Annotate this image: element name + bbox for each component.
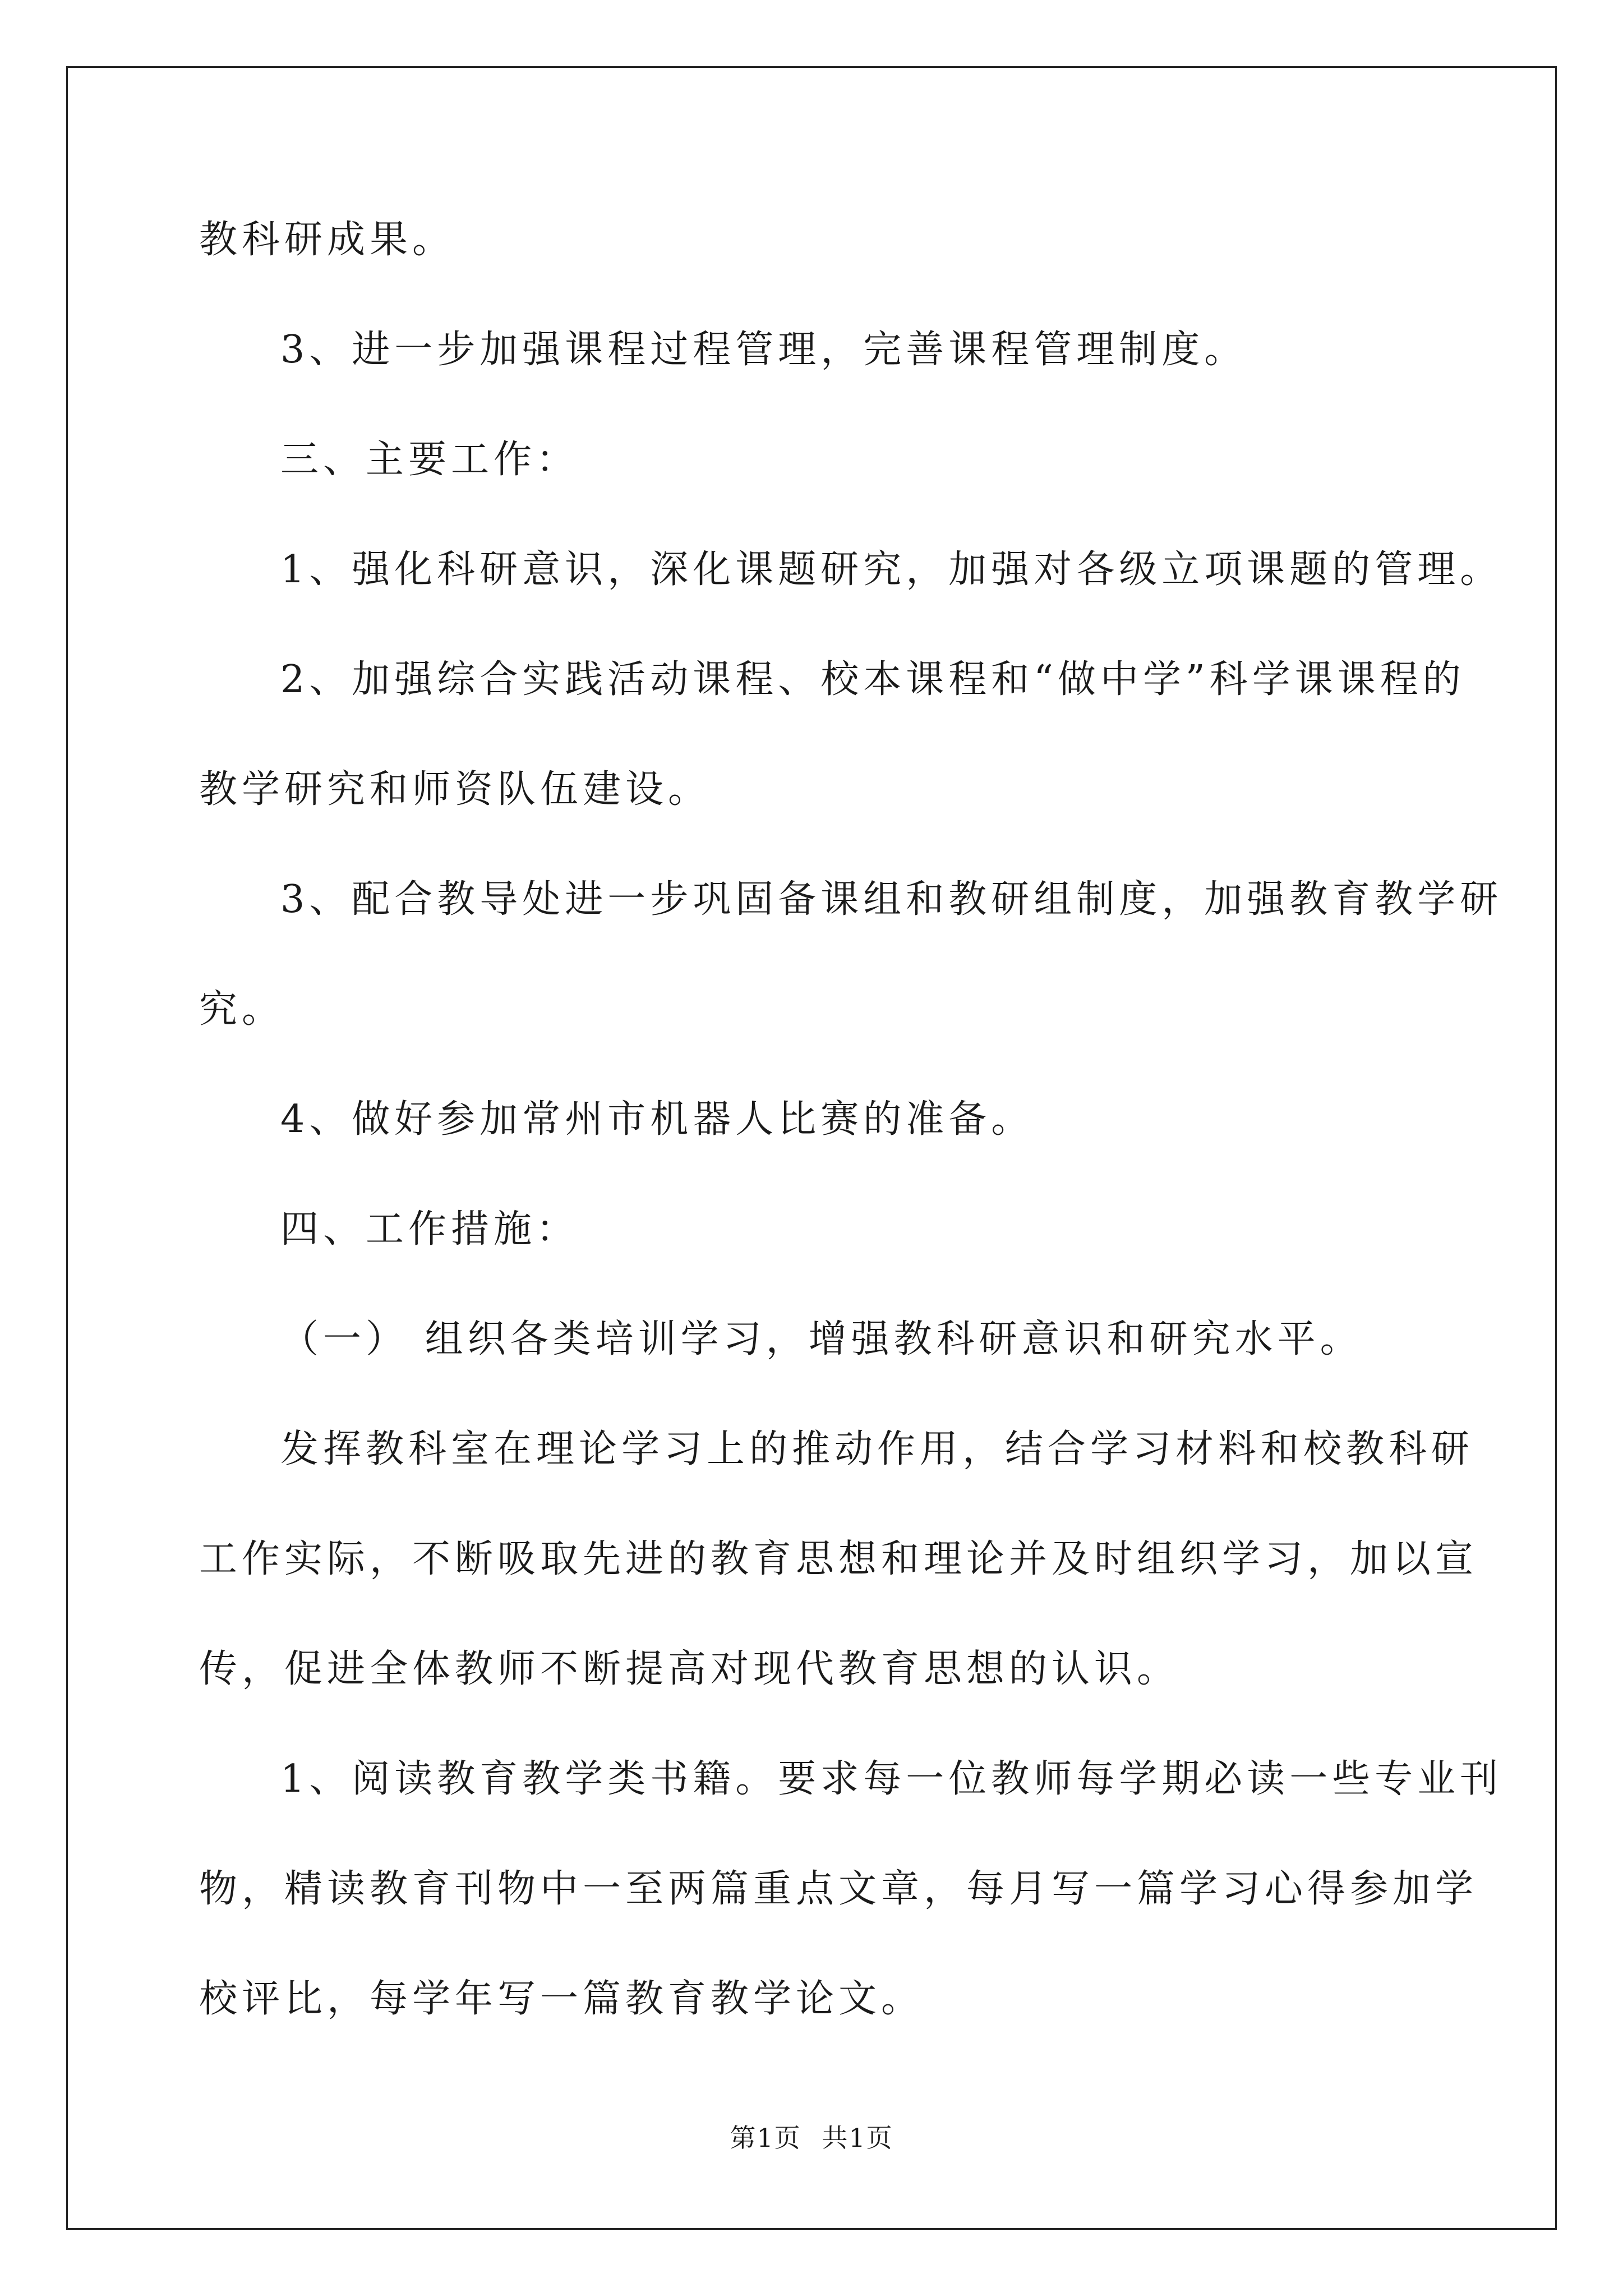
section-heading: 四、工作措施： [280, 1207, 579, 1251]
text-line: 传，促进全体教师不断提高对现代教育思想的认识。 [199, 1647, 1180, 1691]
document-body [199, 213, 1503, 2026]
text-line: 2、加强综合实践活动课程、校本课程和“做中学”科学课课程的 [280, 657, 1465, 702]
page-footer [0, 2118, 1623, 2155]
text-line: 校评比，每学年写一篇教育教学论文。 [199, 1977, 924, 2021]
text-line: 发挥教科室在理论学习上的推动作用，结合学习材料和校教科研 [280, 1427, 1474, 1471]
text-line: 教学研究和师资队伍建设。 [199, 767, 711, 812]
text-line: 工作实际，不断吸取先进的教育思想和理论并及时组织学习，加以宣 [199, 1537, 1478, 1581]
text-line: 3、配合教导处进一步巩固备课组和教研组制度，加强教育教学研 [280, 877, 1503, 922]
text-line: 1、阅读教育教学类书籍。要求每一位教师每学期必读一些专业刊 [280, 1757, 1503, 1801]
text-line: 教科研成果。 [199, 218, 455, 262]
page-number: 第1页 [730, 2123, 801, 2153]
text-line: 物，精读教育刊物中一至两篇重点文章，每月写一篇学习心得参加学 [199, 1867, 1478, 1911]
section-heading: 三、主要工作： [280, 438, 579, 482]
page-total: 共1页 [822, 2123, 893, 2153]
subsection-heading: （一） 组织各类培训学习，增强教科研意识和研究水平。 [280, 1317, 1363, 1361]
text-line: 4、做好参加常州市机器人比赛的准备。 [280, 1097, 1034, 1142]
text-line: 1、强化科研意识，深化课题研究，加强对各级立项课题的管理。 [280, 547, 1503, 592]
text-line: 究。 [199, 987, 285, 1032]
text-line: 3、进一步加强课程过程管理，完善课程管理制度。 [280, 328, 1247, 372]
